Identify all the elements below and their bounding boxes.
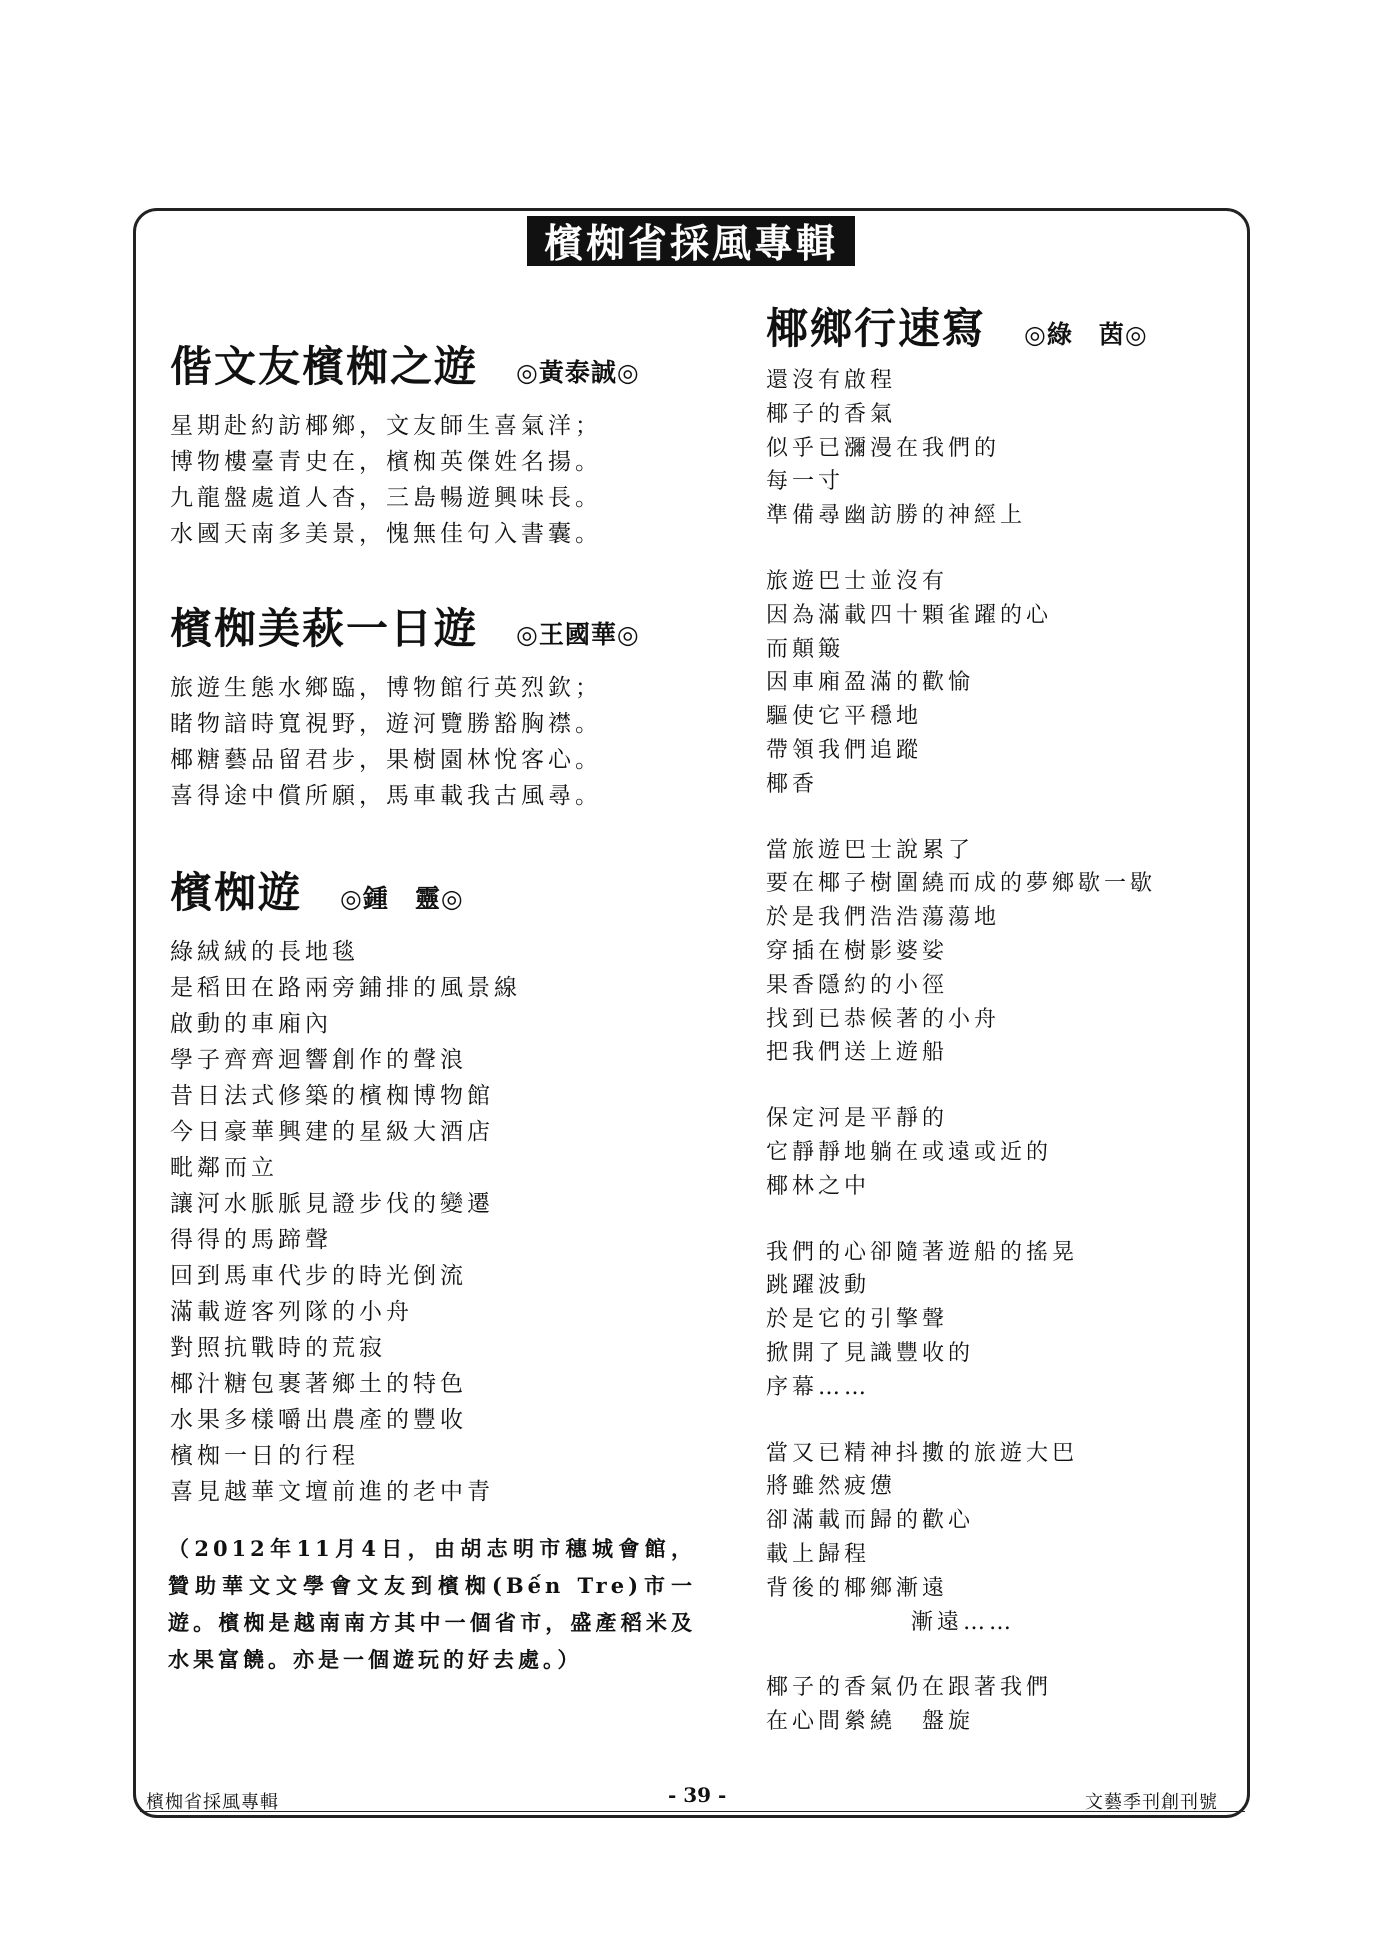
poem-1-title: 偕文友檳椥之遊 <box>170 342 479 391</box>
poem-line-indented: 漸遠…… <box>911 1609 1016 1635</box>
poem-4-author: ◎綠 茵◎ <box>1024 320 1148 349</box>
poem-line: 每一寸 <box>766 469 845 495</box>
poem-line: 昔日法式修築的檳椥博物館 <box>170 1083 494 1109</box>
poem-line: 椰汁糖包裹著鄉土的特色 <box>170 1371 467 1397</box>
section-banner: 檳椥省採風專輯 <box>527 216 855 266</box>
poem-line: 找到已恭候著的小舟 <box>766 1006 1001 1032</box>
poem-line: 卻滿載而歸的歡心 <box>766 1508 975 1534</box>
poem-line: 滿載遊客列隊的小舟 <box>170 1299 413 1325</box>
stanza <box>766 1236 1236 1405</box>
poem-line: 九龍盤處道人杳，三島暢遊興味長。 <box>170 485 602 511</box>
poem-line: 把我們送上遊船 <box>766 1040 949 1066</box>
poem-line: 旅遊巴士並沒有 <box>766 568 949 594</box>
poem-3 <box>170 860 521 1510</box>
poem-line: 帶領我們追蹤 <box>766 737 923 763</box>
poem-line: 驅使它平穩地 <box>766 704 923 730</box>
poem-line: 回到馬車代步的時光倒流 <box>170 1263 467 1289</box>
poem-line: 是稻田在路兩旁鋪排的風景線 <box>170 975 521 1001</box>
poem-line: 掀開了見識豐收的 <box>766 1340 975 1366</box>
poem-line: 要在椰子樹圍繞而成的夢鄉歇一歇 <box>766 871 1157 897</box>
poem-line: 綠絨絨的長地毯 <box>170 939 359 965</box>
poem-line: 椰香 <box>766 771 819 797</box>
poem-line: 而顛簸 <box>766 636 845 662</box>
poem-line: 在心間縈繞 盤旋 <box>766 1709 975 1735</box>
trip-note <box>168 1530 696 1678</box>
trip-note-text: （2012年11月4日，由胡志明市穗城會館，贊助華文文學會文友到檳椥(Bến Tre)市一遊。檳椥是越南南方其中一個省市，盛產稻米及水果富饒。亦是一個遊玩的好去處。） <box>168 1536 696 1672</box>
poem-line: 將雖然疲憊 <box>766 1474 897 1500</box>
poem-line: 學子齊齊迴響創作的聲浪 <box>170 1047 467 1073</box>
poem-line: 得得的馬蹄聲 <box>170 1227 332 1253</box>
poem-line: 喜見越華文壇前進的老中青 <box>170 1479 494 1505</box>
poem-line: 當又已精神抖擻的旅遊大巴 <box>766 1440 1079 1466</box>
poem-line: 喜得途中償所願，馬車載我古風尋。 <box>170 783 602 809</box>
poem-4-body <box>766 364 1236 1771</box>
poem-line: 椰子的香氣 <box>766 401 897 427</box>
page-number: - 39 - <box>668 1783 727 1807</box>
poem-4-title: 椰鄉行速寫 <box>766 304 987 353</box>
poem-line: 當旅遊巴士說累了 <box>766 837 975 863</box>
poem-line: 於是我們浩浩蕩蕩地 <box>766 905 1001 931</box>
footer-divider <box>140 1811 1245 1812</box>
stanza <box>766 565 1236 802</box>
poem-line: 椰子的香氣仍在跟著我們 <box>766 1675 1053 1701</box>
poem-line: 我們的心卻隨著遊船的搖晃 <box>766 1239 1079 1265</box>
poem-4-heading <box>766 296 1148 356</box>
poem-1-author: ◎黃泰誠◎ <box>516 358 640 387</box>
poem-line: 啟動的車廂內 <box>170 1011 332 1037</box>
poem-line: 保定河是平靜的 <box>766 1106 949 1132</box>
poem-line: 博物樓臺青史在，檳椥英傑姓名揚。 <box>170 449 602 475</box>
poem-line: 載上歸程 <box>766 1541 871 1567</box>
poem-line: 旅遊生態水鄉臨，博物館行英烈欽； <box>170 675 602 701</box>
stanza <box>766 834 1236 1071</box>
poem-line: 跳躍波動 <box>766 1273 871 1299</box>
poem-line: 於是它的引擎聲 <box>766 1307 949 1333</box>
poem-line: 穿插在樹影婆娑 <box>766 938 949 964</box>
poem-line: 椰糖藝品留君步，果樹園林悅客心。 <box>170 747 602 773</box>
poem-line: 因為滿載四十顆雀躍的心 <box>766 602 1053 628</box>
poem-line: 果香隱約的小徑 <box>766 972 949 998</box>
poem-line: 檳椥一日的行程 <box>170 1443 359 1469</box>
poem-line: 背後的椰鄉漸遠 <box>766 1575 949 1601</box>
poem-line: 因車廂盈滿的歡愉 <box>766 670 975 696</box>
poem-line: 讓河水脈脈見證步伐的變遷 <box>170 1191 494 1217</box>
stanza <box>766 1102 1236 1203</box>
poem-line: 序幕…… <box>766 1374 871 1400</box>
poem-line: 準備尋幽訪勝的神經上 <box>766 503 1027 529</box>
poem-line: 還沒有啟程 <box>766 368 897 393</box>
footer-section-title: 檳椥省採風專輯 <box>146 1792 279 1813</box>
poem-line: 似乎已瀰漫在我們的 <box>766 435 1001 461</box>
poem-1 <box>170 334 640 552</box>
poem-2-title: 檳椥美萩一日遊 <box>170 604 479 653</box>
poem-line: 它靜靜地躺在或遠或近的 <box>766 1139 1053 1165</box>
stanza <box>766 364 1236 533</box>
poem-line: 星期赴約訪椰鄉，文友師生喜氣洋； <box>170 413 602 439</box>
stanza <box>766 1671 1236 1739</box>
poem-line: 對照抗戰時的荒寂 <box>170 1335 386 1361</box>
footer-publication: 文藝季刊創刊號 <box>1085 1792 1218 1813</box>
poem-line: 毗鄰而立 <box>170 1155 278 1181</box>
poem-2 <box>170 596 640 814</box>
poem-2-author: ◎王國華◎ <box>516 620 640 649</box>
poem-line: 椰林之中 <box>766 1173 871 1199</box>
poem-line: 水果多樣嚼出農產的豐收 <box>170 1407 467 1433</box>
poem-line: 睹物諳時寬視野，遊河覽勝豁胸襟。 <box>170 711 602 737</box>
poem-line: 水國天南多美景，愧無佳句入書囊。 <box>170 521 602 547</box>
poem-3-title: 檳椥遊 <box>170 868 303 917</box>
poem-3-author: ◎鍾 靈◎ <box>340 884 464 913</box>
poem-line: 今日豪華興建的星級大酒店 <box>170 1119 494 1145</box>
stanza <box>766 1437 1236 1640</box>
